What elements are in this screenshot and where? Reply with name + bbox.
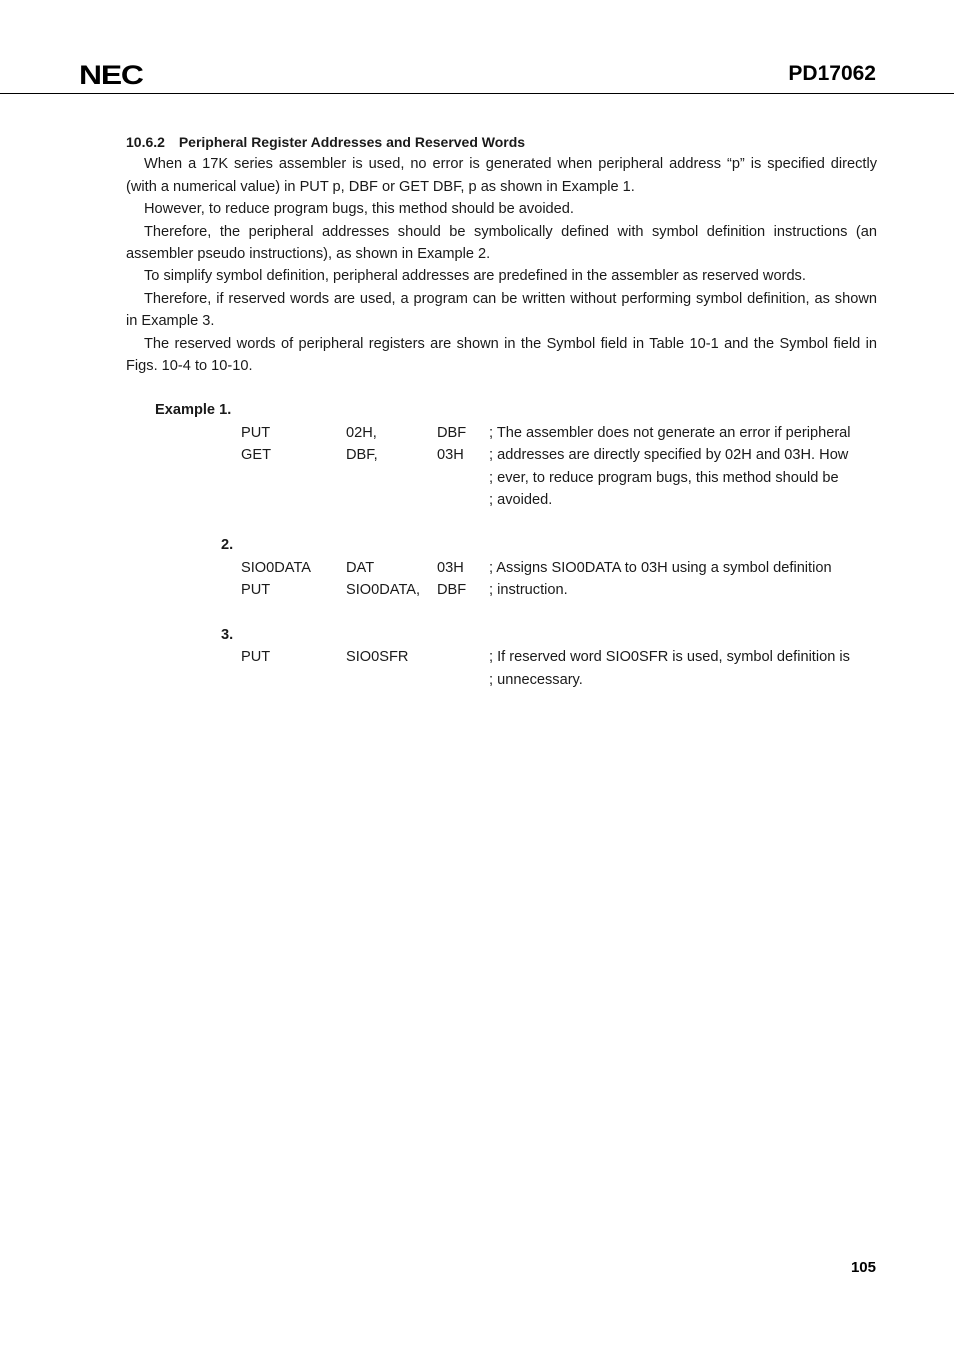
code-arg1: DAT xyxy=(346,560,375,576)
code-arg2: DBF xyxy=(437,425,467,441)
code-arg1: SIO0SFR xyxy=(346,649,409,665)
header-rule xyxy=(0,93,954,94)
document-id: PD17062 xyxy=(788,62,876,85)
code-arg1: 02H, xyxy=(346,425,377,441)
code-op: GET xyxy=(241,447,271,463)
section-number: 10.6.2 xyxy=(126,134,165,150)
paragraph: Therefore, the peripheral addresses should be symbolically defined with symbol definition instructions (an assembler pseudo instructions), as shown in Example 2. xyxy=(126,223,877,263)
code-comment: ; addresses are directly specified by 02H and 03H. How xyxy=(489,447,849,463)
code-comment: ; The assembler does not generate an error if peripheral xyxy=(489,425,851,441)
example-2-label: 2. xyxy=(221,537,234,553)
code-comment: ; avoided. xyxy=(489,492,553,508)
code-comment: ; unnecessary. xyxy=(489,672,583,688)
section-heading xyxy=(126,131,877,153)
code-comment: ; If reserved word SIO0SFR is used, symbol definition is xyxy=(489,649,850,665)
code-op: PUT xyxy=(241,649,271,665)
paragraph: To simplify symbol definition, peripheral addresses are predefined in the assembler as reserved words. xyxy=(144,268,806,285)
paragraph: Therefore, if reserved words are used, a program can be written without performing symbol definition, as shown in Example 3. xyxy=(126,290,877,330)
code-comment: ; Assigns SIO0DATA to 03H using a symbol definition xyxy=(489,560,832,576)
example-1-label: Example 1. xyxy=(155,402,232,418)
nec-logo: NEC xyxy=(79,60,143,90)
example-3-label: 3. xyxy=(221,627,234,643)
section-body xyxy=(126,131,877,377)
section-title: Peripheral Register Addresses and Reserved Words xyxy=(178,134,526,150)
paragraph: When a 17K series assembler is used, no error is generated when peripheral address “p” is specified directly (with a numerical value) in PUT p, DBF or GET DBF, p as shown in Example 1. xyxy=(126,156,877,195)
code-arg2: 03H xyxy=(437,560,464,576)
code-op: PUT xyxy=(241,582,271,598)
code-comment: ; ever, to reduce program bugs, this method should be xyxy=(489,470,839,486)
code-arg2: DBF xyxy=(437,582,467,598)
code-arg1: SIO0DATA, xyxy=(346,582,421,598)
code-arg2: 03H xyxy=(437,447,464,463)
page-number: 105 xyxy=(850,1259,876,1276)
code-arg1: DBF, xyxy=(346,447,378,463)
paragraph: The reserved words of peripheral registers are shown in the Symbol field in Table 10-1 and the Symbol field in Figs. 10-4 to 10-10. xyxy=(126,335,877,375)
paragraph: However, to reduce program bugs, this method should be avoided. xyxy=(144,201,574,218)
code-op: PUT xyxy=(241,425,271,441)
code-comment: ; instruction. xyxy=(489,582,568,598)
code-op: SIO0DATA xyxy=(241,560,312,576)
